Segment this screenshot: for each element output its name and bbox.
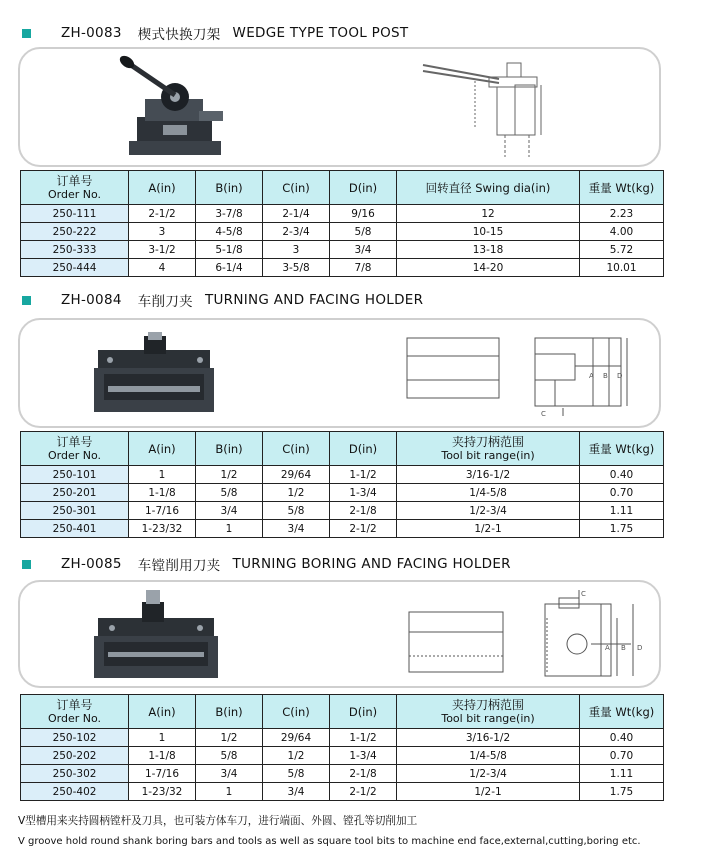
tool-post-drawing-icon <box>415 57 575 163</box>
table-cell: 5/8 <box>196 484 263 502</box>
table-cell: 0.40 <box>580 466 664 484</box>
title-en: WEDGE TYPE TOOL POST <box>232 25 409 41</box>
table-cell: 4.00 <box>580 223 664 241</box>
dim-label-d: D <box>637 644 643 652</box>
product-code: ZH-0083 <box>61 25 122 41</box>
dim-label-b: B <box>603 372 608 380</box>
header-c: C(in) <box>263 171 330 205</box>
table-cell: 2-1/2 <box>330 783 397 801</box>
table-cell: 1.75 <box>580 783 664 801</box>
order-number-cell: 250-111 <box>21 205 129 223</box>
header-order <box>21 171 129 205</box>
teal-square-icon <box>22 29 31 38</box>
tool-post-photo-icon <box>115 55 235 163</box>
header-label: 夹持刀柄范围 <box>451 434 524 449</box>
product-image-panel <box>18 580 661 688</box>
header-swing: 回转直径 Swing dia(in) <box>397 171 580 205</box>
table-row <box>21 520 664 538</box>
table-cell: 1 <box>129 466 196 484</box>
table-row <box>21 259 664 277</box>
table-row <box>21 729 664 747</box>
table-cell: 1-3/4 <box>330 484 397 502</box>
table-cell: 1/2-1 <box>397 520 580 538</box>
table-cell: 2-1/8 <box>330 502 397 520</box>
table-cell: 1/4-5/8 <box>397 747 580 765</box>
header-label: Tool bit range(in) <box>441 448 535 462</box>
table-cell: 3/4 <box>263 520 330 538</box>
table-cell: 1.11 <box>580 502 664 520</box>
table-cell: 2.23 <box>580 205 664 223</box>
table-cell: 3-7/8 <box>196 205 263 223</box>
header-d: D(in) <box>330 695 397 729</box>
order-number-cell: 250-301 <box>21 502 129 520</box>
table-row <box>21 466 664 484</box>
table-cell: 3/4 <box>196 502 263 520</box>
table-cell: 5/8 <box>196 747 263 765</box>
table-cell: 10.01 <box>580 259 664 277</box>
table-cell: 5/8 <box>263 502 330 520</box>
table-cell: 1/2 <box>196 466 263 484</box>
header-d: D(in) <box>330 432 397 466</box>
order-number-cell: 250-201 <box>21 484 129 502</box>
order-number-cell: 250-333 <box>21 241 129 259</box>
order-number-cell: 250-401 <box>21 520 129 538</box>
table-cell: 29/64 <box>263 466 330 484</box>
table-cell: 1/2 <box>263 484 330 502</box>
table-cell: 1-1/8 <box>129 484 196 502</box>
teal-square-icon <box>22 296 31 305</box>
table-cell: 2-1/2 <box>129 205 196 223</box>
table-cell: 3 <box>263 241 330 259</box>
header-b: B(in) <box>196 171 263 205</box>
header-weight: 重量 Wt(kg) <box>580 695 664 729</box>
header-d: D(in) <box>330 171 397 205</box>
product-code: ZH-0084 <box>61 292 122 308</box>
table-cell: 3 <box>129 223 196 241</box>
order-number-cell: 250-302 <box>21 765 129 783</box>
table-cell: 4-5/8 <box>196 223 263 241</box>
table-row <box>21 484 664 502</box>
table-cell: 3/4 <box>330 241 397 259</box>
table-cell: 3/4 <box>196 765 263 783</box>
order-number-cell: 250-202 <box>21 747 129 765</box>
table-cell: 0.40 <box>580 729 664 747</box>
table-cell: 9/16 <box>330 205 397 223</box>
table-cell: 0.70 <box>580 747 664 765</box>
order-number-cell: 250-444 <box>21 259 129 277</box>
table-cell: 1/4-5/8 <box>397 484 580 502</box>
boring-holder-drawing-icon <box>405 588 655 684</box>
order-number-cell: 250-102 <box>21 729 129 747</box>
table-cell: 5/8 <box>263 765 330 783</box>
dim-label-c: C <box>581 590 586 598</box>
title-cn: 楔式快换刀架 <box>137 27 221 43</box>
table-cell: 13-18 <box>397 241 580 259</box>
note-cn: V型槽用来夹持圆柄镗杆及刀具，也可装方体车刀，进行端面、外圆、镗孔等切削加工 <box>18 815 418 827</box>
turning-holder-photo-icon <box>90 330 220 420</box>
header-label: Tool bit range(in) <box>441 711 535 725</box>
header-a: A(in) <box>129 171 196 205</box>
header-label: 夹持刀柄范围 <box>451 697 524 712</box>
table-cell: 4 <box>129 259 196 277</box>
turning-holder-drawing-icon <box>405 330 645 420</box>
header-c: C(in) <box>263 432 330 466</box>
title-cn: 车削刀夹 <box>137 294 193 310</box>
header-label: Order No. <box>47 711 102 725</box>
spec-table-zh0085 <box>20 694 664 801</box>
order-number-cell: 250-101 <box>21 466 129 484</box>
table-header-row <box>21 432 664 466</box>
dim-label-c: C <box>541 410 546 418</box>
table-cell: 1 <box>196 783 263 801</box>
header-a: A(in) <box>129 432 196 466</box>
table-cell: 5/8 <box>330 223 397 241</box>
order-number-cell: 250-222 <box>21 223 129 241</box>
product-image-panel <box>18 47 661 167</box>
header-b: B(in) <box>196 695 263 729</box>
title-en: TURNING BORING AND FACING HOLDER <box>232 556 511 572</box>
table-cell: 3-1/2 <box>129 241 196 259</box>
header-label: 订单号 <box>56 434 93 449</box>
table-header-row <box>21 695 664 729</box>
table-cell: 10-15 <box>397 223 580 241</box>
table-cell: 7/8 <box>330 259 397 277</box>
dim-label-b: B <box>621 644 626 652</box>
table-cell: 3-5/8 <box>263 259 330 277</box>
order-number-cell: 250-402 <box>21 783 129 801</box>
title-cn: 车镗削用刀夹 <box>137 558 221 574</box>
table-cell: 1-3/4 <box>330 747 397 765</box>
title-en: TURNING AND FACING HOLDER <box>204 292 424 308</box>
table-cell: 1-7/16 <box>129 502 196 520</box>
product-image-panel <box>18 318 661 428</box>
table-cell: 1-1/2 <box>330 729 397 747</box>
table-cell: 2-1/2 <box>330 520 397 538</box>
table-cell: 3/4 <box>263 783 330 801</box>
table-cell: 5-1/8 <box>196 241 263 259</box>
table-row <box>21 765 664 783</box>
dim-label-a: A <box>605 644 610 652</box>
table-row <box>21 502 664 520</box>
teal-square-icon <box>22 560 31 569</box>
table-row <box>21 783 664 801</box>
table-row <box>21 747 664 765</box>
header-order <box>21 695 129 729</box>
table-row <box>21 205 664 223</box>
table-cell: 3/16-1/2 <box>397 466 580 484</box>
header-weight: 重量 Wt(kg) <box>580 432 664 466</box>
section-heading-zh0083 <box>22 23 408 43</box>
header-order <box>21 432 129 466</box>
table-cell: 6-1/4 <box>196 259 263 277</box>
header-label: Order No. <box>47 187 102 201</box>
table-cell: 1/2-3/4 <box>397 502 580 520</box>
table-row <box>21 241 664 259</box>
table-cell: 1-7/16 <box>129 765 196 783</box>
header-label: 订单号 <box>56 173 93 188</box>
dim-label-a: A <box>589 372 594 380</box>
table-cell: 5.72 <box>580 241 664 259</box>
table-cell: 14-20 <box>397 259 580 277</box>
table-cell: 2-1/8 <box>330 765 397 783</box>
table-cell: 1 <box>129 729 196 747</box>
table-cell: 0.70 <box>580 484 664 502</box>
table-cell: 2-3/4 <box>263 223 330 241</box>
table-cell: 2-1/4 <box>263 205 330 223</box>
table-cell: 1/2 <box>196 729 263 747</box>
table-cell: 12 <box>397 205 580 223</box>
header-range <box>397 695 580 729</box>
table-cell: 29/64 <box>263 729 330 747</box>
header-label: 订单号 <box>56 697 93 712</box>
table-cell: 1-23/32 <box>129 783 196 801</box>
header-label: Order No. <box>47 448 102 462</box>
note-en: V groove hold round shank boring bars and tools as well as square tool bits to machine end face,external,cutting,boring etc. <box>18 836 641 847</box>
table-row <box>21 223 664 241</box>
header-range <box>397 432 580 466</box>
table-cell: 1.11 <box>580 765 664 783</box>
header-c: C(in) <box>263 695 330 729</box>
header-weight: 重量 Wt(kg) <box>580 171 664 205</box>
table-header-row <box>21 171 664 205</box>
header-b: B(in) <box>196 432 263 466</box>
table-cell: 1-1/2 <box>330 466 397 484</box>
header-a: A(in) <box>129 695 196 729</box>
table-cell: 1 <box>196 520 263 538</box>
table-cell: 1/2 <box>263 747 330 765</box>
table-cell: 1/2-3/4 <box>397 765 580 783</box>
table-cell: 3/16-1/2 <box>397 729 580 747</box>
product-code: ZH-0085 <box>61 556 122 572</box>
spec-table-zh0084 <box>20 431 664 538</box>
spec-table-zh0083 <box>20 170 664 277</box>
section-heading-zh0084 <box>22 290 423 310</box>
boring-holder-photo-icon <box>92 588 222 682</box>
table-cell: 1-23/32 <box>129 520 196 538</box>
table-cell: 1.75 <box>580 520 664 538</box>
table-cell: 1-1/8 <box>129 747 196 765</box>
table-cell: 1/2-1 <box>397 783 580 801</box>
dim-label-d: D <box>617 372 623 380</box>
section-heading-zh0085 <box>22 554 511 574</box>
